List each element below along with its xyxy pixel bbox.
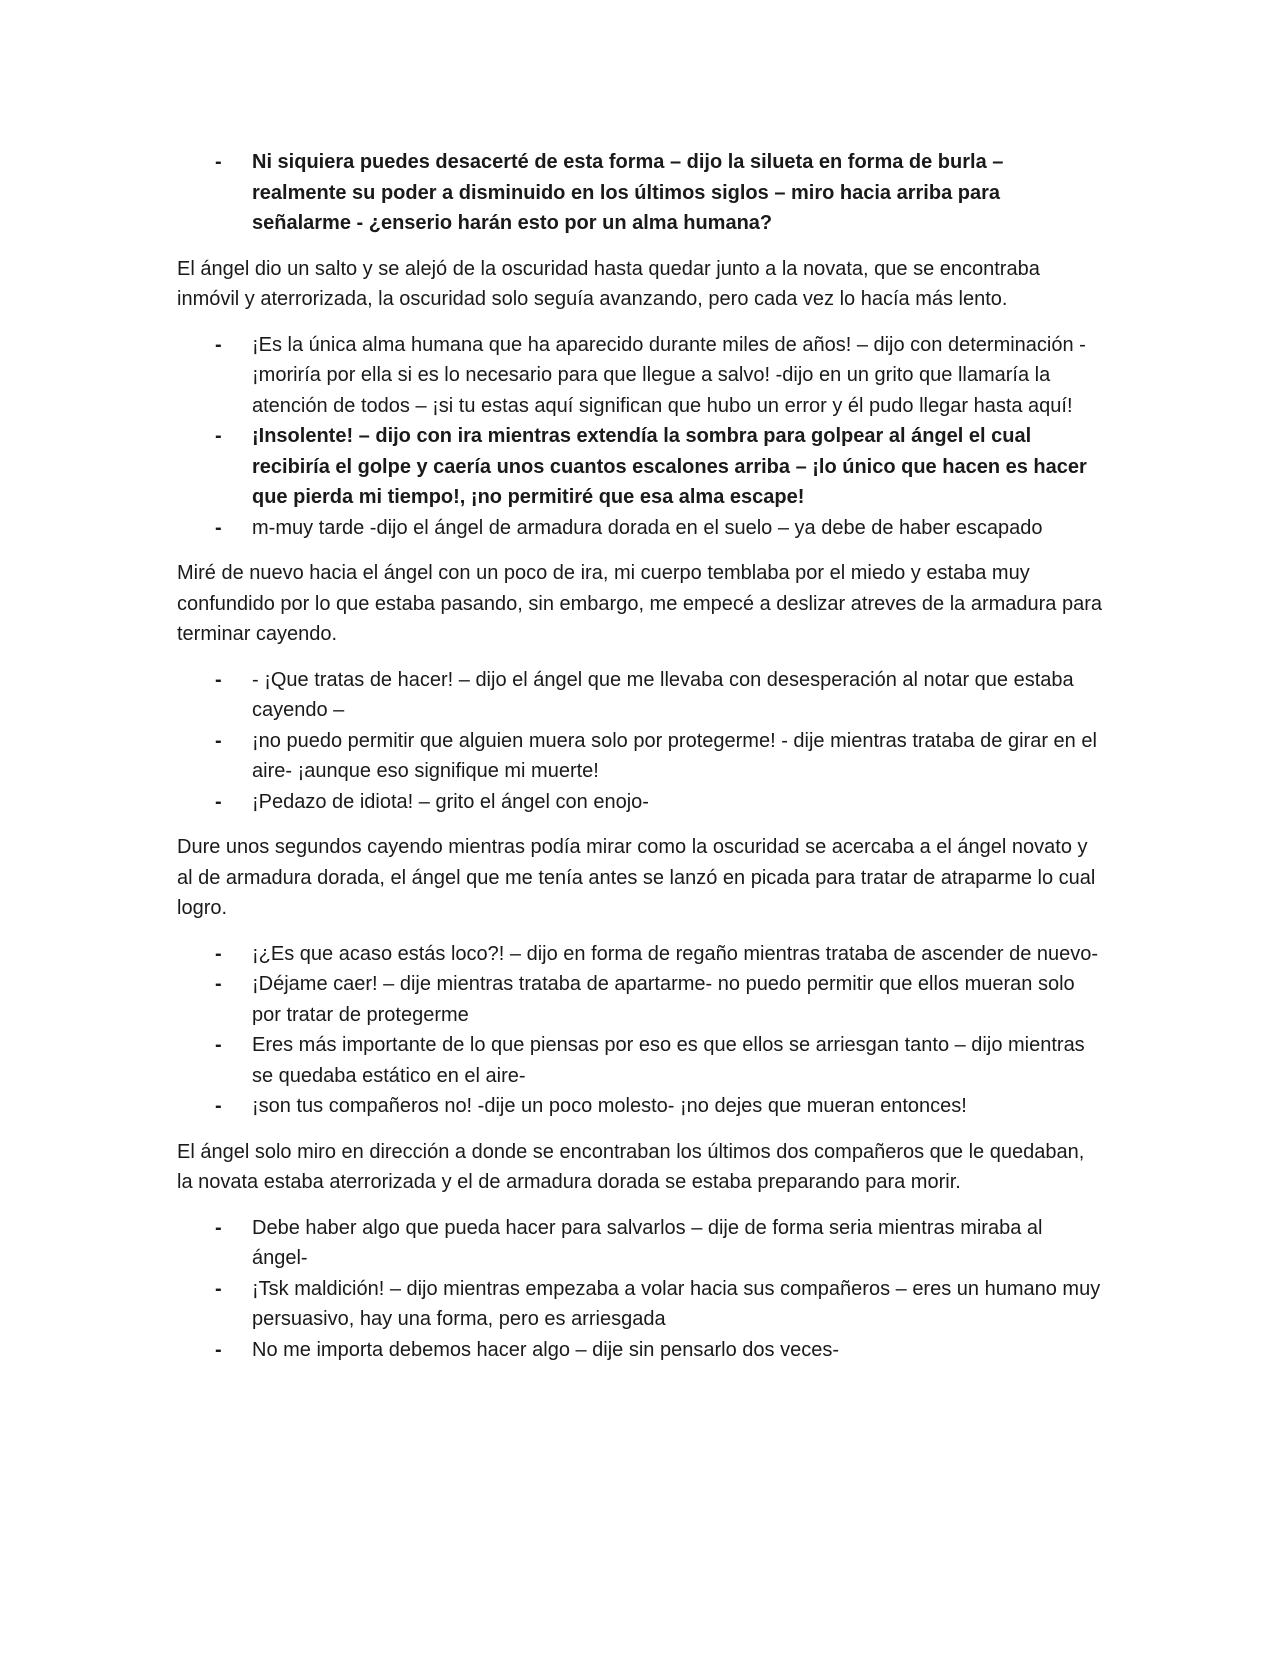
dash-bullet: - [215,516,222,539]
dialogue-text: ¡Tsk maldición! – dijo mientras empezaba a volar hacia sus compañeros – eres un humano muy persuasivo, hay una forma, pero es arriesgada [252,1277,1101,1330]
dialogue-line [177,1213,1102,1274]
dialogue-text: - ¡Que tratas de hacer! – dijo el ángel que me llevaba con desesperación al notar que estaba cayendo – [252,668,1074,721]
dialogue-line [177,726,1102,787]
dash-bullet: - [215,973,222,995]
dash-bullet: - [215,790,222,813]
dialogue-line [177,421,1102,513]
dialogue-line [177,665,1102,726]
dialogue-list [177,665,1102,818]
dialogue-text: ¡Insolente! – dijo con ira mientras extendía la sombra para golpear al ángel el cual recibiría el golpe y caería unos cuantos escalones arriba – ¡lo único que hacen es hacer que pierda mi tiempo!, ¡no permitiré que esa alma escape! [252,425,1087,508]
dialogue-line [177,1274,1102,1335]
dialogue-text: No me importa debemos hacer algo – dije sin pensarlo dos veces- [252,1338,839,1361]
dialogue-line [177,969,1102,1030]
dash-bullet: - [215,1095,222,1117]
dash-bullet: - [215,151,222,173]
dash-bullet: - [215,942,222,965]
dash-bullet: - [215,1216,222,1239]
dash-bullet: - [215,1034,222,1056]
dialogue-list [177,147,1102,239]
dash-bullet: - [215,1277,222,1300]
dialogue-line [177,513,1102,544]
dialogue-line [177,787,1102,818]
dialogue-text: ¡¿Es que acaso estás loco?! – dijo en forma de regaño mientras trataba de ascender de nuevo- [252,942,1099,965]
dialogue-text: ¡Es la única alma humana que ha aparecido durante miles de años! – dijo con determinación - ¡moriría por ella si es lo necesario para que llegue a salvo! -dijo en un grito que llamaría la atención de todos – ¡si tu estas aquí significan que hubo un error y él pudo llegar hasta aquí! [252,333,1086,417]
narrative-paragraph: Dure unos segundos cayendo mientras podía mirar como la oscuridad se acercaba a el ángel novato y al de armadura dorada, el ángel que me tenía antes se lanzó en picada para tratar de atraparme lo cual logro. [177,836,1096,919]
dialogue-text: ¡Pedazo de idiota! – grito el ángel con enojo- [252,790,649,813]
dialogue-line [177,939,1102,970]
dialogue-list [177,1213,1102,1366]
dialogue-line [177,1335,1102,1366]
dialogue-line [177,147,1102,239]
dash-bullet: - [215,333,222,356]
dash-bullet: - [215,668,222,691]
dialogue-line [177,330,1102,422]
dialogue-text: ¡Déjame caer! – dije mientras trataba de apartarme- no puedo permitir que ellos mueran solo por tratar de protegerme [252,973,1075,1026]
dialogue-text: ¡son tus compañeros no! -dije un poco molesto- ¡no dejes que mueran entonces! [252,1095,967,1117]
dialogue-text: m-muy tarde -dijo el ángel de armadura dorada en el suelo – ya debe de haber escapado [252,516,1043,539]
narrative-paragraph: El ángel dio un salto y se alejó de la oscuridad hasta quedar junto a la novata, que se encontraba inmóvil y aterrorizada, la oscuridad solo seguía avanzando, pero cada vez lo hacía más lento. [177,257,1040,310]
narrative-paragraph: Miré de nuevo hacia el ángel con un poco de ira, mi cuerpo temblaba por el miedo y estaba muy confundido por lo que estaba pasando, sin embargo, me empecé a deslizar atreves de la armadura para terminar cayendo. [177,562,1103,645]
dialogue-line [177,1030,1102,1091]
dash-bullet: - [215,1338,222,1361]
dialogue-text: Eres más importante de lo que piensas por eso es que ellos se arriesgan tanto – dijo mientras se quedaba estático en el aire- [252,1034,1085,1087]
dialogue-text: ¡no puedo permitir que alguien muera solo por protegerme! - dije mientras trataba de girar en el aire- ¡aunque eso signifique mi muerte! [252,729,1097,782]
dialogue-line [177,1091,1102,1122]
dash-bullet: - [215,425,222,447]
dialogue-list [177,330,1102,544]
dialogue-text: Debe haber algo que pueda hacer para salvarlos – dije de forma seria mientras miraba al ángel- [252,1216,1043,1269]
dialogue-text: Ni siquiera puedes desacerté de esta forma – dijo la silueta en forma de burla – realmente su poder a disminuido en los últimos siglos – miro hacia arriba para señalarme - ¿enserio harán esto por un alma humana? [252,151,1004,234]
document-body [177,147,1102,1365]
narrative-paragraph: El ángel solo miro en dirección a donde se encontraban los últimos dos compañeros que le quedaban, la novata estaba aterrorizada y el de armadura dorada se estaba preparando para morir. [177,1140,1085,1193]
dash-bullet: - [215,729,222,752]
dialogue-list [177,939,1102,1122]
